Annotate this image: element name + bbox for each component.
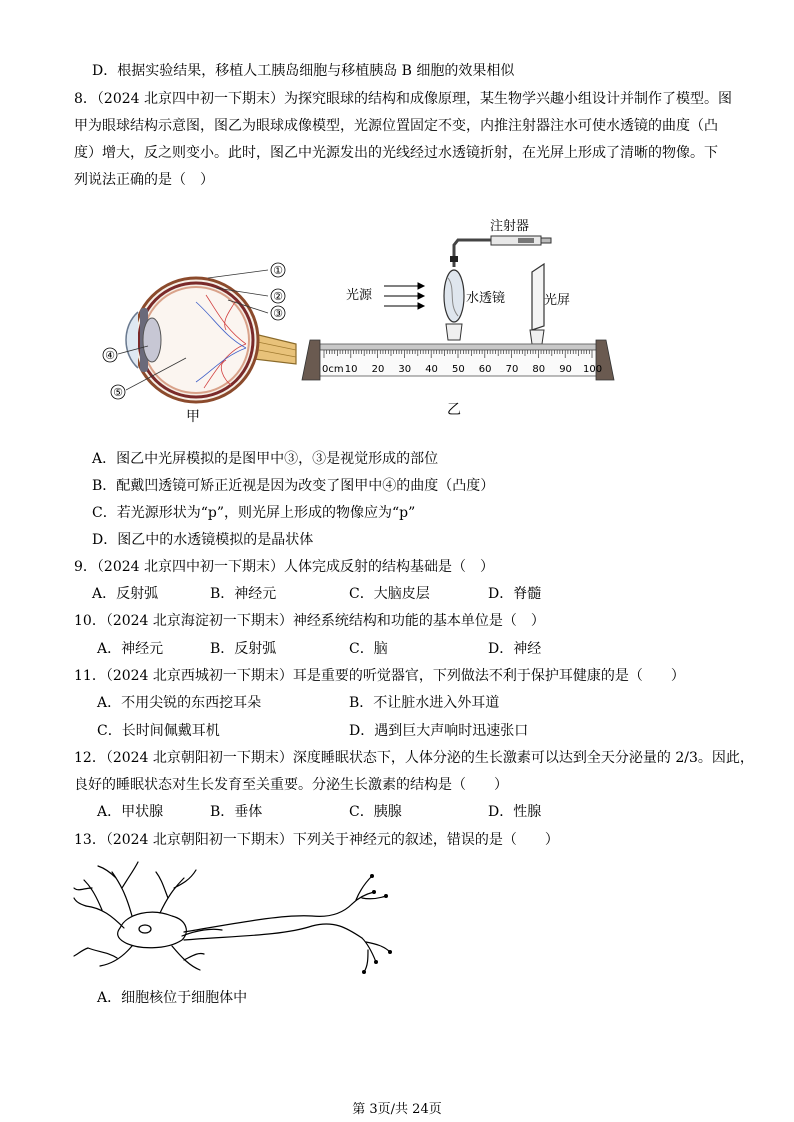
q9-option-b: B．神经元 — [210, 586, 277, 602]
ruler-label: 10 — [344, 364, 358, 375]
marker-1: ① — [273, 264, 283, 277]
q10-stem: 10．（2024 北京海淀初一下期末）神经系统结构和功能的基本单位是（ ） — [74, 613, 545, 629]
marker-4: ④ — [105, 349, 115, 362]
q10-option-b: B．反射弧 — [210, 641, 277, 657]
q8-stem-line-1: 8．（2024 北京四中初一下期末）为探究眼球的结构和成像原理，某生物学兴趣小组设计并制作了模型。图 — [74, 91, 732, 107]
q9-option-a: A．反射弧 — [92, 586, 159, 602]
marker-2: ② — [273, 290, 283, 303]
q8-option-d: D．图乙中的水透镜模拟的是晶状体 — [92, 532, 314, 548]
figure-yi-caption: 乙 — [447, 402, 461, 418]
figure-jia-caption: 甲 — [186, 409, 200, 425]
q9-stem: 9．（2024 北京四中初一下期末）人体完成反射的结构基础是（ ） — [74, 559, 494, 575]
light-source-label: 光源 — [346, 288, 373, 303]
q10-option-d: D．神经 — [488, 641, 542, 657]
q8-stem-line-2: 甲为眼球结构示意图，图乙为眼球成像模型，光源位置固定不变，内推注射器注水可使水透镜的曲度（凸 — [74, 118, 718, 134]
water-lens-label: 水透镜 — [466, 291, 506, 306]
q12-option-a: A．甲状腺 — [97, 804, 164, 820]
q11-stem: 11．（2024 北京西城初一下期末）耳是重要的听觉器官，下列做法不利于保护耳健康的是（ ） — [74, 668, 685, 684]
q7-option-d: D．根据实验结果，移植人工胰岛细胞与移植胰岛 B 细胞的效果相似 — [92, 63, 515, 79]
ruler-label: 40 — [425, 364, 438, 375]
q10-option-a: A．神经元 — [97, 641, 164, 657]
q10-option-c: C．脑 — [349, 641, 388, 657]
q8-stem-line-4: 列说法正确的是（ ） — [74, 172, 214, 188]
q11-option-c: C．长时间佩戴耳机 — [97, 723, 220, 739]
ruler-label: 50 — [452, 364, 465, 375]
q8-stem-line-3: 度）增大，反之则变小。此时，图乙中光源发出的光线经过水透镜折射，在光屏上形成了清晰的物像。下 — [74, 145, 718, 161]
q12-option-c: C．胰腺 — [349, 804, 402, 820]
q12-stem-line-2: 良好的睡眠状态对生长发育至关重要。分泌生长激素的结构是（ ） — [74, 777, 508, 793]
neuron-diagram — [72, 858, 402, 978]
marker-5: ⑤ — [113, 386, 123, 399]
ruler-label: 0cm — [322, 364, 344, 375]
q8-option-b: B．配戴凹透镜可矫正近视是因为改变了图甲中④的曲度（凸度） — [92, 478, 495, 494]
q12-option-d: D．性腺 — [488, 804, 542, 820]
ruler-label: 30 — [398, 364, 412, 375]
q13-stem: 13．（2024 北京朝阳初一下期末）下列关于神经元的叙述，错误的是（ ） — [74, 832, 559, 848]
q11-option-d: D．遇到巨大声响时迅速张口 — [349, 723, 529, 739]
q9-option-c: C．大脑皮层 — [349, 586, 430, 602]
syringe-label: 注射器 — [490, 219, 530, 234]
ruler-label: 90 — [559, 364, 572, 375]
ruler-label: 60 — [478, 364, 492, 375]
page-footer: 第 3页/共 24页 — [352, 1102, 442, 1117]
q9-option-d: D．脊髓 — [488, 586, 542, 602]
ruler-label: 100 — [583, 364, 603, 375]
q8-option-a: A．图乙中光屏模拟的是图甲中③，③是视觉形成的部位 — [92, 451, 439, 467]
q8-option-c: C．若光源形状为“p”，则光屏上形成的物像应为“p” — [92, 505, 416, 521]
q12-option-b: B．垂体 — [210, 804, 263, 820]
q13-option-a: A．细胞核位于细胞体中 — [97, 990, 248, 1006]
ruler-label: 20 — [371, 364, 385, 375]
q11-option-a: A．不用尖锐的东西挖耳朵 — [97, 695, 262, 711]
ruler-label: 70 — [505, 364, 519, 375]
marker-3: ③ — [273, 307, 283, 320]
q11-option-b: B．不让脏水进入外耳道 — [349, 695, 500, 711]
q12-stem-line-1: 12．（2024 北京朝阳初一下期末）深度睡眠状态下，人体分泌的生长激素可以达到全天分泌量的 2/3。因此， — [74, 750, 754, 766]
screen-label: 光屏 — [544, 293, 571, 308]
ruler-label: 80 — [532, 364, 546, 375]
